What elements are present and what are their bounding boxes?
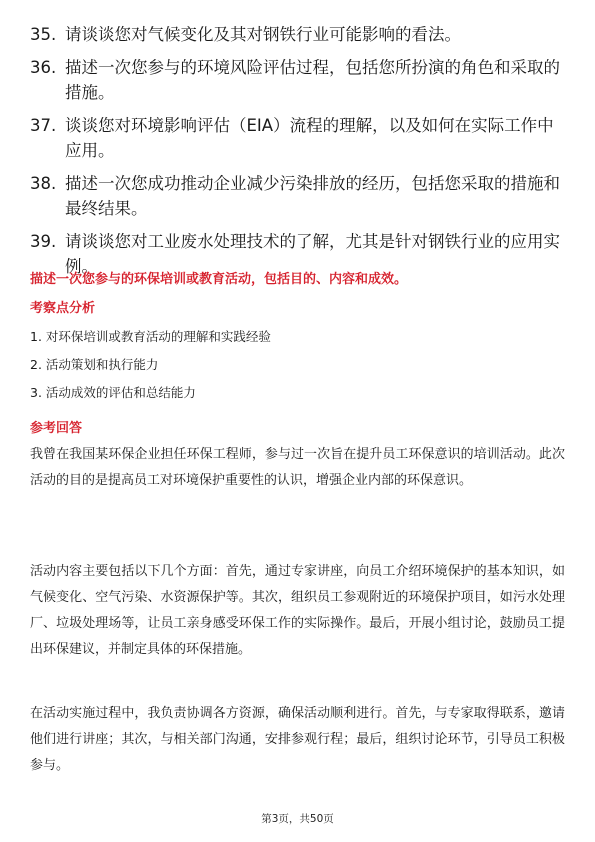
question-text: 请谈谈您对气候变化及其对钢铁行业可能影响的看法。: [65, 25, 461, 44]
page-footer: 第3页，共50页: [261, 813, 334, 825]
question-item: [30, 171, 570, 222]
question-number: 39.: [30, 231, 57, 251]
question-text: 请谈谈您对工业废水处理技术的了解，尤其是针对钢铁行业的应用实例。: [65, 231, 560, 276]
question-number: 35.: [30, 25, 57, 44]
question-text: 描述一次您参与的环境风险评估过程，包括您所扮演的角色和采取的措施。: [65, 57, 560, 102]
analysis-heading: 考察点分析: [30, 301, 96, 316]
analysis-point: 1. 对环保培训或教育活动的理解和实践经验: [30, 329, 271, 344]
answer-heading: 参考回答: [30, 421, 83, 436]
question-item: [30, 55, 570, 106]
analysis-point: 2. 活动策划和执行能力: [30, 357, 159, 372]
featured-question: 描述一次您参与的环保培训或教育活动，包括目的、内容和成效。: [30, 272, 408, 287]
question-number: 36.: [30, 57, 57, 77]
question-list: [30, 22, 570, 287]
question-item: [30, 22, 570, 48]
question-text: 谈谈您对环境影响评估（EIA）流程的理解，以及如何在实际工作中应用。: [65, 115, 554, 160]
question-number: 38.: [30, 173, 57, 193]
analysis-point: 3. 活动成效的评估和总结能力: [30, 385, 196, 400]
answer-paragraph: 在活动实施过程中，我负责协调各方资源，确保活动顺利进行。首先，与专家取得联系，邀请他们进行讲座；其次，与相关部门沟通，安排参观行程；最后，组织讨论环节，引导员工积极参与。: [30, 706, 565, 773]
analysis-points: [30, 327, 570, 411]
answer-paragraph: 活动内容主要包括以下几个方面：首先，通过专家讲座，向员工介绍环境保护的基本知识，如气候变化、空气污染、水资源保护等。其次，组织员工参观附近的环境保护项目，如污水处理厂、垃圾处理场等，让员工亲身感受环保工作的实际操作。最后，开展小组讨论，鼓励员工提出环保建议，并制定具体的环保措施。: [30, 564, 565, 657]
question-text: 描述一次您成功推动企业减少污染排放的经历，包括您采取的措施和最终结果。: [65, 173, 560, 218]
answer-paragraph: 我曾在我国某环保企业担任环保工程师，参与过一次旨在提升员工环保意识的培训活动。此次活动的目的是提高员工对环境保护重要性的认识，增强企业内部的环保意识。: [30, 447, 565, 488]
question-item: [30, 113, 570, 164]
question-number: 37.: [30, 115, 57, 135]
